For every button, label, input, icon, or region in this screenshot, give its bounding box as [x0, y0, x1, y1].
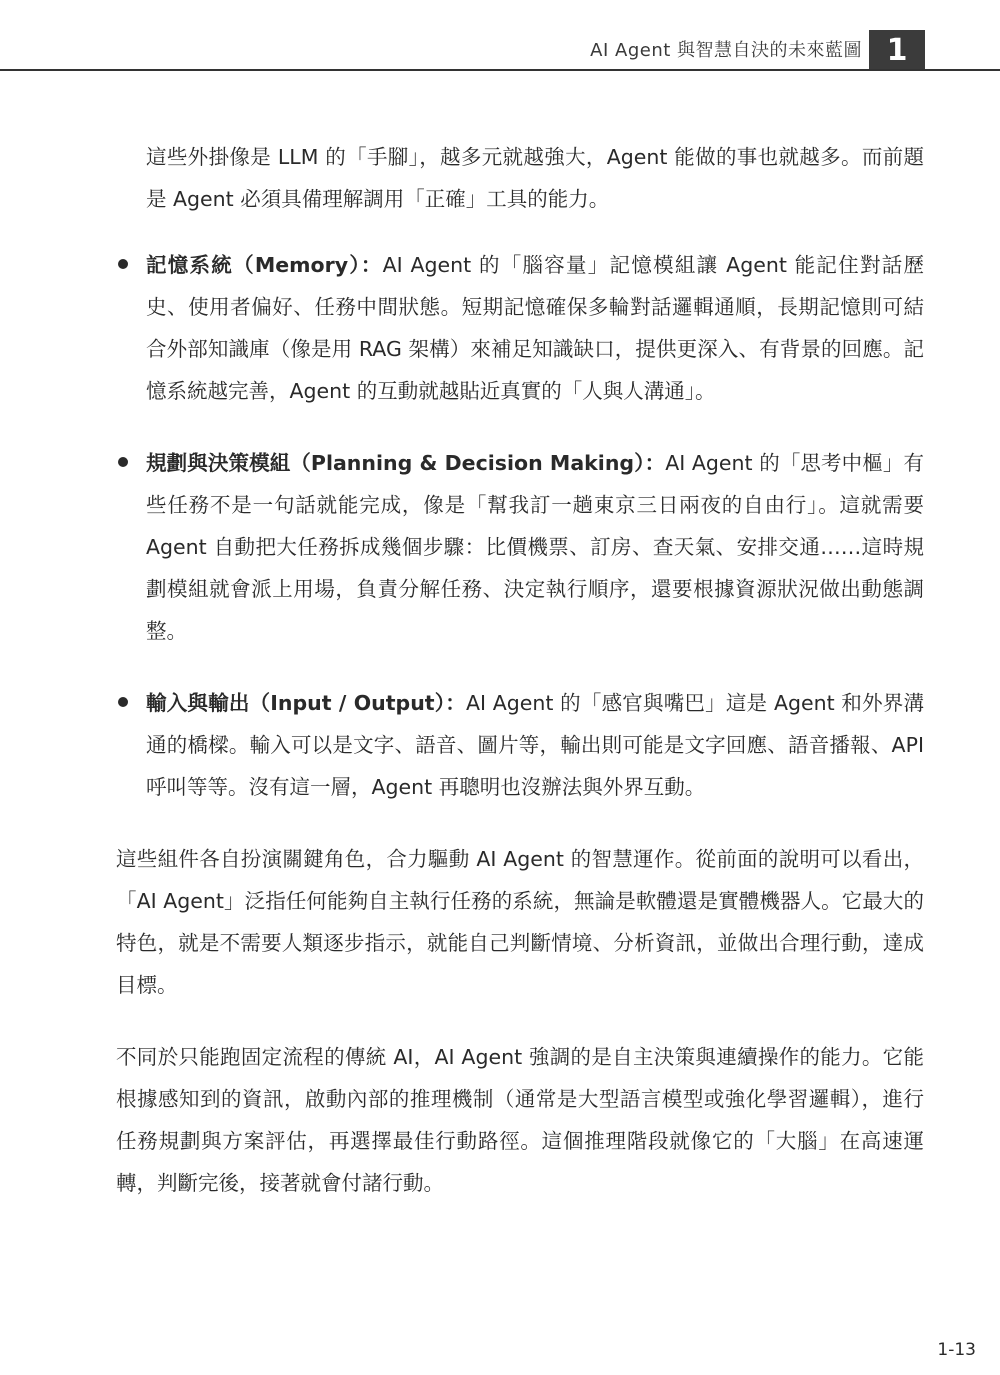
feature-title: 規劃與決策模組（Planning & Decision Making）： — [146, 451, 666, 475]
feature-title: 記憶系統（Memory）： — [146, 253, 383, 277]
body-paragraph: 這些組件各自扮演關鍵角色，合力驅動 AI Agent 的智慧運作。從前面的說明可以看出，「AI Agent」泛指任何能夠自主執行任務的系統，無論是軟體還是實體機器人。它最大的特色，就是不需要人類逐步指示，就能自己判斷情境、分析資訊，並做出合理行動，達成目標。 — [116, 847, 924, 997]
page-body — [116, 136, 924, 1234]
feature-body: AI Agent 的「思考中樞」有些任務不是一句話就能完成，像是「幫我訂一趟東京三日兩夜的自由行」。這就需要 Agent 自動把大任務拆成幾個步驟：比價機票、訂房、查天氣、安排交通……這時規劃模組就會派上用場，負責分解任務、決定執行順序，還要根據資源狀況做出動態調整。 — [146, 451, 925, 643]
feature-body: AI Agent 的「腦容量」記憶模組讓 Agent 能記住對話歷史、使用者偏好、任務中間狀態。短期記憶確保多輪對話邏輯通順，長期記憶則可結合外部知識庫（像是用 RAG 架構）來補足知識缺口，提供更深入、有背景的回應。記憶系統越完善，Agent 的互動就越貼近真實的「人與人溝通」。 — [146, 253, 924, 403]
header-divider — [0, 69, 1000, 71]
bullet-icon — [118, 259, 128, 269]
feature-list — [116, 244, 924, 808]
list-item — [116, 682, 924, 808]
intro-paragraph: 這些外掛像是 LLM 的「手腳」，越多元就越強大，Agent 能做的事也就越多。而前題是 Agent 必須具備理解調用「正確」工具的能力。 — [146, 145, 924, 211]
feature-title: 輸入與輸出（Input / Output）： — [146, 691, 466, 715]
list-item — [116, 244, 924, 412]
page-number: 1-13 — [937, 1340, 976, 1360]
chapter-number-badge: 1 — [869, 30, 925, 71]
list-item — [116, 442, 924, 652]
body-paragraph: 不同於只能跑固定流程的傳統 AI，AI Agent 強調的是自主決策與連續操作的能力。它能根據感知到的資訊，啟動內部的推理機制（通常是大型語言模型或強化學習邏輯），進行任務規劃與方案評估，再選擇最佳行動路徑。這個推理階段就像它的「大腦」在高速運轉，判斷完後，接著就會付諸行動。 — [116, 1045, 924, 1195]
bullet-icon — [118, 697, 128, 707]
feature-body: AI Agent 的「感官與嘴巴」這是 Agent 和外界溝通的橋樑。輸入可以是文字、語音、圖片等，輸出則可能是文字回應、語音播報、API 呼叫等等。沒有這一層，Agent 再聰明也沒辦法與外界互動。 — [146, 691, 924, 799]
bullet-icon — [118, 457, 128, 467]
running-header-title: AI Agent 與智慧自決的未來藍圖 — [590, 40, 862, 61]
page-header — [0, 0, 1000, 72]
